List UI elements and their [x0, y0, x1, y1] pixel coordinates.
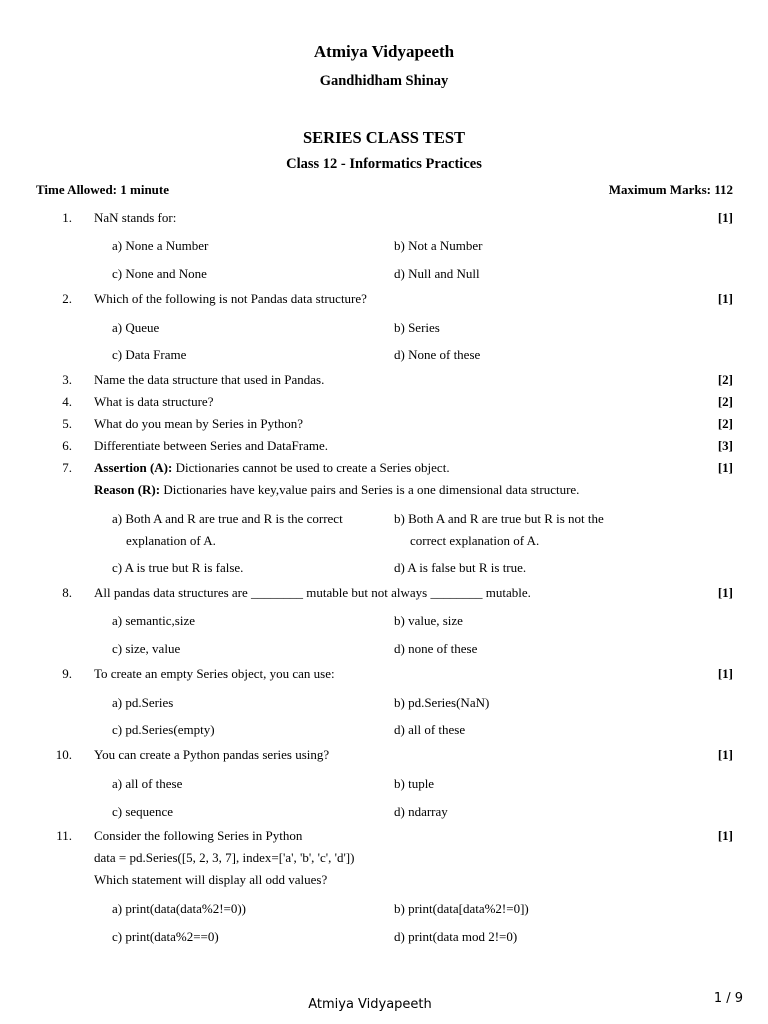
option-b: b) print(data[data%2!=0]): [394, 901, 529, 916]
option-d: d) A is false but R is true.: [394, 560, 527, 575]
option-a-continued: explanation of A.: [126, 533, 216, 548]
option-d: d) print(data mod 2!=0): [394, 929, 518, 944]
question-marks: [1]: [717, 585, 733, 600]
question-marks: [1]: [717, 666, 733, 681]
school-name: Atmiya Vidyapeeth: [313, 42, 455, 61]
option-b: b) value, size: [394, 613, 463, 628]
option-c: c) A is true but R is false.: [112, 560, 244, 575]
question-number: 9.: [62, 666, 72, 681]
time-allowed: Time Allowed: 1 minute: [36, 182, 170, 197]
question-text: You can create a Python pandas series using?: [94, 747, 330, 762]
option-d: d) ndarray: [394, 804, 448, 819]
question-text: Consider the following Series in Python: [94, 828, 303, 843]
assertion-text: Dictionaries cannot be used to create a Series object.: [172, 460, 450, 475]
question-marks: [2]: [717, 372, 733, 387]
test-title: SERIES CLASS TEST: [302, 128, 466, 147]
question-text: What do you mean by Series in Python?: [94, 416, 304, 431]
question-marks: [1]: [717, 828, 733, 843]
option-a: a) Queue: [112, 320, 160, 335]
question-text: What is data structure?: [94, 394, 214, 409]
question-number: 6.: [62, 438, 72, 453]
question-number: 2.: [62, 291, 72, 306]
question-number: 5.: [62, 416, 72, 431]
option-d: d) None of these: [394, 347, 481, 362]
question-prompt: Which statement will display all odd values?: [94, 872, 328, 887]
reason-text: Dictionaries have key,value pairs and Series is a one dimensional data structure.: [160, 482, 580, 497]
question-number: 11.: [56, 828, 72, 843]
footer-school-name: Atmiya Vidyapeeth: [308, 997, 432, 1012]
question-text: All pandas data structures are ________ mutable but not always ________ mutable.: [94, 585, 531, 600]
option-d: d) Null and Null: [394, 266, 480, 281]
question-marks: [1]: [717, 210, 733, 225]
option-c: c) Data Frame: [112, 347, 187, 362]
branch-name: Gandhidham Shinay: [319, 73, 449, 89]
option-c: c) None and None: [112, 266, 207, 281]
option-a: a) Both A and R are true and R is the correct: [112, 511, 343, 526]
question-marks: [1]: [717, 460, 733, 475]
page-number: 1 / 9: [713, 991, 743, 1006]
option-a: a) pd.Series: [112, 695, 174, 710]
question-text: To create an empty Series object, you can use:: [94, 666, 335, 681]
question-number: 8.: [62, 585, 72, 600]
option-d: d) all of these: [394, 722, 466, 737]
question-marks: [3]: [717, 438, 733, 453]
question-text: Differentiate between Series and DataFrame.: [94, 438, 329, 453]
reason-label: Reason (R):: [94, 482, 161, 497]
question-number: 4.: [62, 394, 72, 409]
question-number: 3.: [62, 372, 72, 387]
question-text: NaN stands for:: [94, 210, 177, 225]
option-c: c) sequence: [112, 804, 173, 819]
option-b: b) tuple: [394, 776, 435, 791]
option-d: d) none of these: [394, 641, 478, 656]
option-c: c) print(data%2==0): [112, 929, 219, 944]
question-number: 7.: [62, 460, 72, 475]
question-marks: [2]: [717, 416, 733, 431]
question-marks: [2]: [717, 394, 733, 409]
reason-line: [94, 482, 579, 498]
option-a: a) all of these: [112, 776, 183, 791]
option-c: c) pd.Series(empty): [112, 722, 215, 737]
assertion-line: [94, 460, 450, 476]
option-a: a) print(data(data%2!=0)): [112, 901, 247, 916]
question-marks: [1]: [717, 747, 733, 762]
option-b: b) pd.Series(NaN): [394, 695, 490, 710]
option-a: a) semantic,size: [112, 613, 196, 628]
question-text: Name the data structure that used in Pandas.: [94, 372, 325, 387]
class-title: Class 12 - Informatics Practices: [286, 156, 482, 172]
option-b-continued: correct explanation of A.: [410, 533, 540, 548]
question-number: 10.: [55, 747, 72, 762]
question-text: Which of the following is not Pandas data structure?: [94, 291, 367, 306]
assertion-label: Assertion (A):: [94, 460, 173, 475]
code-line: data = pd.Series([5, 2, 3, 7], index=['a', 'b', 'c', 'd']): [94, 850, 355, 865]
maximum-marks: Maximum Marks: 112: [608, 182, 733, 197]
question-marks: [1]: [717, 291, 733, 306]
option-b: b) Not a Number: [394, 238, 483, 253]
option-c: c) size, value: [112, 641, 181, 656]
option-b: b) Series: [394, 320, 440, 335]
option-b: b) Both A and R are true but R is not the: [394, 511, 604, 526]
option-a: a) None a Number: [112, 238, 209, 253]
question-number: 1.: [62, 210, 72, 225]
